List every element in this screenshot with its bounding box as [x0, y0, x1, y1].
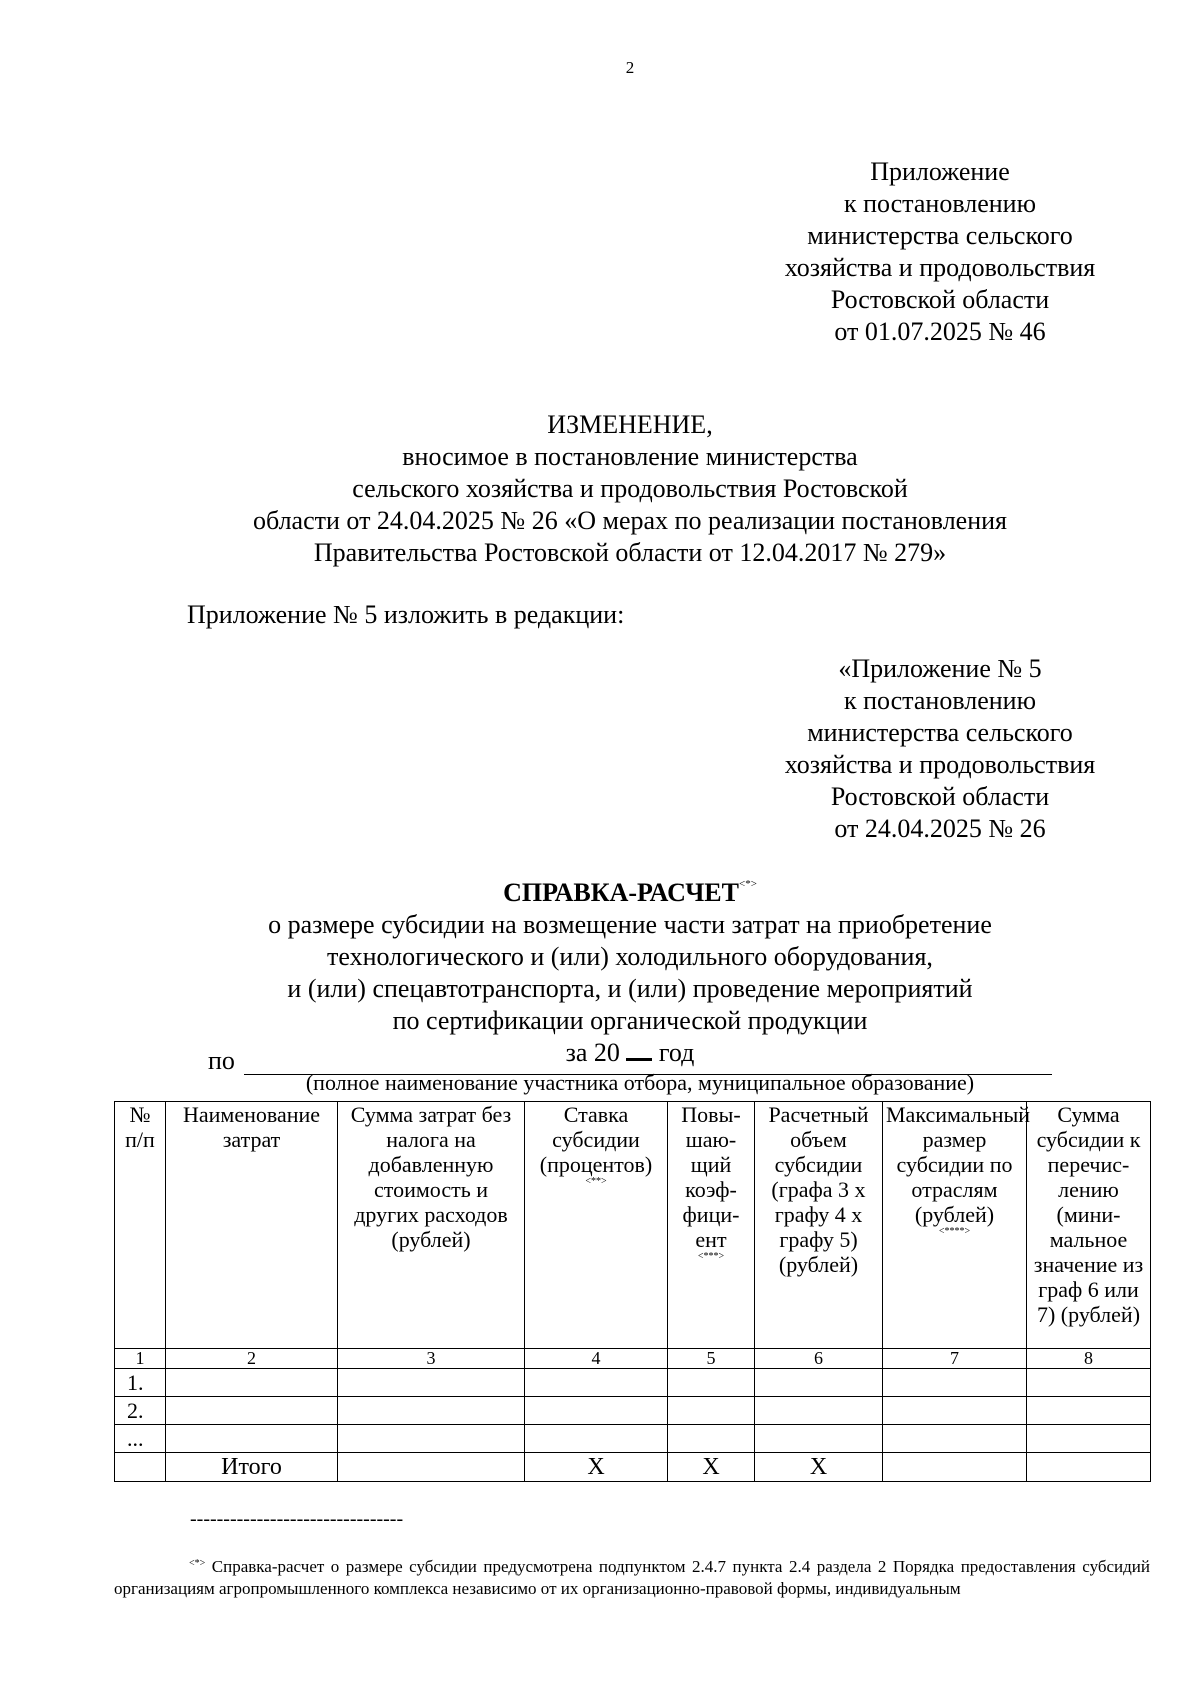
header-footnote-marker: <***>	[697, 1251, 725, 1262]
column-number-row	[115, 1349, 1151, 1369]
change-line: Правительства Ростовской области от 12.04.2017 № 279»	[313, 538, 947, 567]
table-cell	[1027, 1425, 1151, 1453]
table-header-cell: Сумма субсидии к перечис-лению (мини-мальное значение из граф 6 или 7) (рублей)	[1027, 1102, 1151, 1349]
column-number: 2	[166, 1349, 338, 1369]
change-line: области от 24.04.2025 № 26 «О мерах по реализации постановления	[253, 506, 1007, 535]
change-heading	[0, 409, 1200, 569]
column-number: 5	[668, 1349, 755, 1369]
table-cell	[338, 1425, 525, 1453]
appendix-header-line: министерства сельского	[807, 221, 1073, 250]
footnote-separator: --------------------------------	[190, 1508, 404, 1530]
appendix5-line: хозяйства и продовольствия	[784, 750, 1096, 779]
table-cell	[525, 1425, 668, 1453]
appendix-header-line: Приложение	[870, 157, 1010, 186]
column-number: 1	[115, 1349, 166, 1369]
column-number: 4	[525, 1349, 668, 1369]
change-line: вносимое в постановление министерства	[402, 442, 858, 471]
participant-caption: (полное наименование участника отбора, муниципальное образование)	[305, 1070, 975, 1095]
calc-year-row	[0, 1037, 1200, 1069]
appendix-header-line: от 01.07.2025 № 46	[834, 317, 1046, 346]
table-cell	[525, 1369, 668, 1397]
appendix5-line: от 24.04.2025 № 26	[834, 814, 1046, 843]
change-line: сельского хозяйства и продовольствия Ростовской	[352, 474, 908, 503]
table-cell	[668, 1397, 755, 1425]
table-row	[115, 1425, 1151, 1453]
year-suffix: год	[658, 1038, 695, 1067]
table-cell	[755, 1369, 883, 1397]
appendix-header-line: Ростовской области	[830, 285, 1050, 314]
footnote	[114, 1553, 1150, 1600]
table-cell	[883, 1453, 1027, 1482]
table-cell	[338, 1369, 525, 1397]
year-blank	[626, 1040, 652, 1061]
appendix5-line: «Приложение № 5	[838, 654, 1042, 683]
table-header-cell: № п/п	[115, 1102, 166, 1349]
appendix-header-line: хозяйства и продовольствия	[784, 253, 1096, 282]
table-row	[115, 1397, 1151, 1425]
calc-line: о размере субсидии на возмещение части затрат на приобретение	[268, 910, 992, 939]
table-cell	[1027, 1397, 1151, 1425]
table-cell	[338, 1453, 525, 1482]
year-prefix: за 20	[565, 1038, 620, 1067]
table-cell	[338, 1397, 525, 1425]
calc-title: СПРАВКА-РАСЧЕТ	[503, 878, 739, 907]
po-label: по	[208, 1046, 235, 1075]
calc-title-row	[0, 868, 1200, 909]
table-cell	[755, 1425, 883, 1453]
table-cell	[883, 1425, 1027, 1453]
table-header-cell: Расчетный объем субсидии (графа 3 х графу 4 х графу 5) (рублей)	[755, 1102, 883, 1349]
appendix5-line: к постановлению	[843, 686, 1037, 715]
table-cell	[166, 1425, 338, 1453]
calculation-table	[114, 1101, 1151, 1482]
footnote-text: Справка-расчет о размере субсидии предусмотрена подпунктом 2.4.7 пункта 2.4 раздела 2 Порядка предоставления субсидий организациям агропромышленного комплекса независимо от их организационно-правовой формы, индивидуальным	[114, 1557, 1150, 1598]
table-header-row	[115, 1102, 1151, 1349]
total-row	[115, 1453, 1151, 1482]
appendix5-line: Ростовской области	[830, 782, 1050, 811]
total-x-mark: X	[668, 1453, 755, 1482]
total-label: Итого	[166, 1453, 338, 1482]
table-cell: 2.	[115, 1397, 166, 1425]
instruction-text: Приложение № 5 изложить в редакции:	[187, 600, 625, 629]
table-header-cell: Ставка субсидии (процентов) <**>	[525, 1102, 668, 1349]
calc-title-footnote-marker: <*>	[738, 878, 757, 890]
table-cell	[1027, 1453, 1151, 1482]
table-cell	[668, 1369, 755, 1397]
table-cell	[755, 1397, 883, 1425]
appendix5-header	[760, 653, 1120, 845]
table-cell	[883, 1369, 1027, 1397]
header-footnote-marker: <**>	[585, 1176, 607, 1187]
header-footnote-marker: <****>	[938, 1226, 971, 1237]
table-header-cell: Сумма затрат без налога на добавленную стоимость и других расходов (рублей)	[338, 1102, 525, 1349]
appendix-header	[760, 156, 1120, 348]
table-cell: ...	[115, 1425, 166, 1453]
table-cell	[883, 1397, 1027, 1425]
table-cell	[525, 1397, 668, 1425]
column-number: 6	[755, 1349, 883, 1369]
total-x-mark: X	[525, 1453, 668, 1482]
column-number: 3	[338, 1349, 525, 1369]
calc-line: и (или) спецавтотранспорта, и (или) проведение мероприятий	[287, 974, 973, 1003]
table-cell	[115, 1453, 166, 1482]
table-cell	[1027, 1369, 1151, 1397]
table-row	[115, 1369, 1151, 1397]
table-header-cell: Наименование затрат	[166, 1102, 338, 1349]
total-x-mark: X	[755, 1453, 883, 1482]
table-header-cell: Максимальный размер субсидии по отраслям (рублей) <****>	[883, 1102, 1027, 1349]
calc-line: по сертификации органической продукции	[392, 1006, 868, 1035]
appendix-header-line: к постановлению	[843, 189, 1037, 218]
table-cell	[166, 1369, 338, 1397]
table-header-cell: Повы-шаю-щий коэф-фици-ент <***>	[668, 1102, 755, 1349]
appendix5-line: министерства сельского	[807, 718, 1073, 747]
page-number: 2	[625, 58, 635, 77]
table-cell	[166, 1397, 338, 1425]
change-title: ИЗМЕНЕНИЕ,	[547, 410, 713, 439]
table-cell: 1.	[115, 1369, 166, 1397]
calc-line: технологического и (или) холодильного оборудования,	[327, 942, 933, 971]
column-number: 8	[1027, 1349, 1151, 1369]
column-number: 7	[883, 1349, 1027, 1369]
table-cell	[668, 1425, 755, 1453]
calc-heading	[0, 868, 1200, 1069]
footnote-marker: <*>	[189, 1558, 206, 1569]
